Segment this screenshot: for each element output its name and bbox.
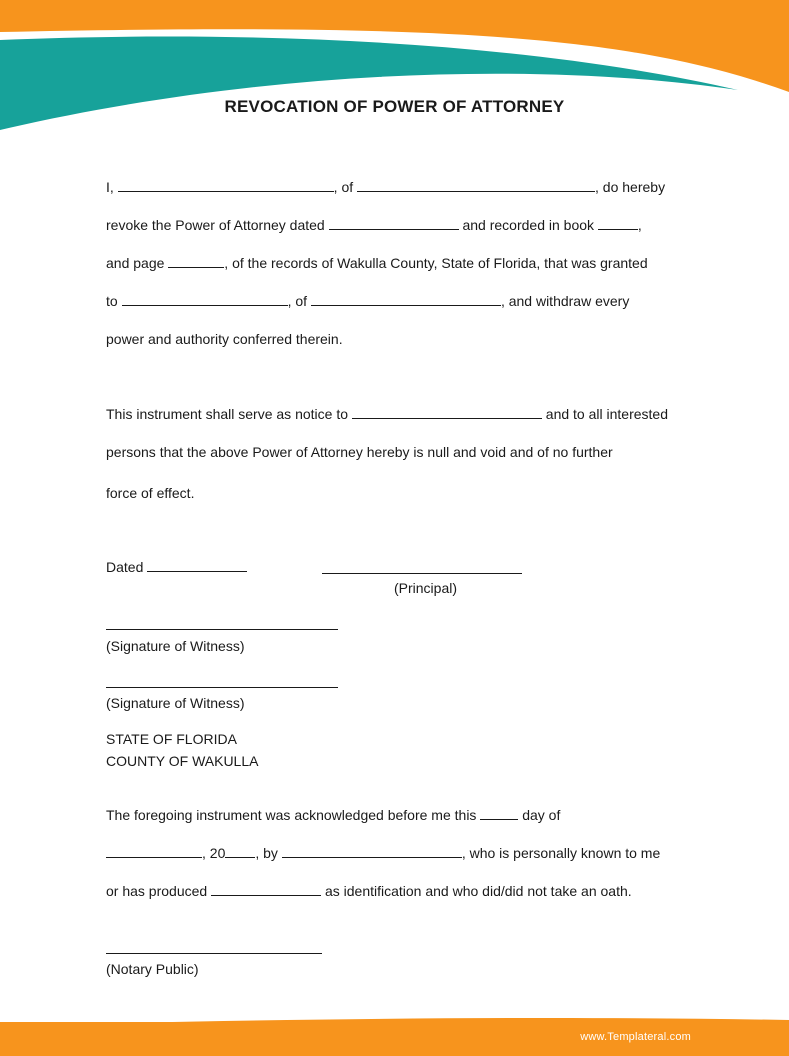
agent-name-blank[interactable] (122, 292, 288, 306)
ack-year-blank[interactable] (225, 844, 255, 858)
para1-line5: power and authority conferred therein. (106, 331, 343, 347)
ack-identification-blank[interactable] (211, 882, 321, 896)
footer-url[interactable]: www.Templateral.com (580, 1031, 691, 1043)
ack-line3: or has produced as identification and who did/did not take an oath. (106, 883, 632, 899)
notary-label: (Notary Public) (106, 961, 199, 977)
notary-signature-line[interactable] (106, 953, 322, 954)
witness2-label: (Signature of Witness) (106, 695, 245, 711)
agent-address-blank[interactable] (311, 292, 501, 306)
principal-label: (Principal) (394, 580, 458, 596)
para1-line1: I, , of , do hereby (106, 179, 666, 195)
book-number-blank[interactable] (598, 216, 638, 230)
notice-recipient-blank[interactable] (352, 405, 542, 419)
para2-line2: persons that the above Power of Attorney hereby is null and void and of no further (106, 444, 613, 460)
para1-line2: revoke the Power of Attorney dated and recorded in book , (106, 217, 642, 233)
ack-line2: , 20 , by , who is personally known to me (106, 844, 660, 862)
page-number-blank[interactable] (168, 254, 224, 268)
ack-line1: The foregoing instrument was acknowledged before me this day of (106, 807, 561, 823)
para2-line1: This instrument shall serve as notice to and to all interested (106, 406, 668, 422)
principal-address-blank[interactable] (357, 178, 595, 192)
dated-line: Dated (106, 558, 247, 576)
ack-person-blank[interactable] (282, 844, 462, 858)
venue-county: COUNTY OF WAKULLA (106, 753, 259, 769)
witness1-signature-line[interactable] (106, 629, 338, 630)
witness1-label: (Signature of Witness) (106, 638, 245, 654)
principal-signature-line[interactable] (322, 573, 522, 574)
dated-blank[interactable] (147, 558, 247, 572)
ack-day-blank[interactable] (480, 806, 518, 820)
principal-name-blank[interactable] (118, 178, 334, 192)
para1-line3: and page , of the records of Wakulla County, State of Florida, that was granted (106, 255, 648, 271)
para1-line4: to , of , and withdraw every (106, 293, 630, 309)
para2-line3: force of effect. (106, 485, 195, 501)
ack-month-blank[interactable] (106, 844, 202, 858)
document-title: REVOCATION OF POWER OF ATTORNEY (224, 97, 565, 116)
venue-state: STATE OF FLORIDA (106, 731, 237, 747)
poa-date-blank[interactable] (329, 216, 459, 230)
witness2-signature-line[interactable] (106, 687, 338, 688)
